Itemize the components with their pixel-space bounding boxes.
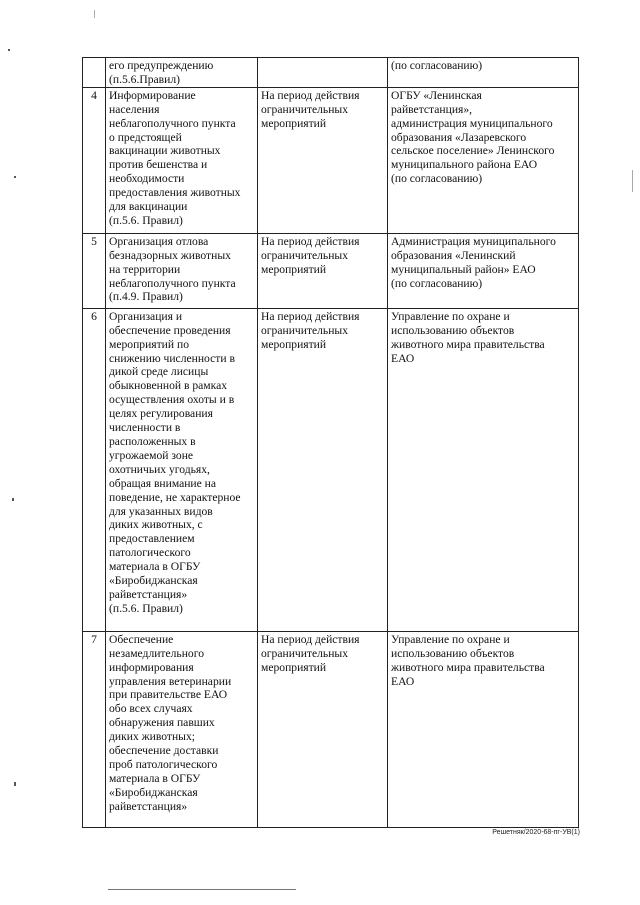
responsible-cell: Администрация муниципального образования «Ленинский муниципальный район» ЕАО (по согласованию) [388, 233, 579, 308]
responsible-cell: (по согласованию) [388, 58, 579, 88]
responsible-cell: Управление по охране и использованию объектов животного мира правительства ЕАО [388, 308, 579, 631]
row-number: 5 [83, 233, 106, 308]
term-cell [258, 58, 388, 88]
responsible-cell: ОГБУ «Ленинская райветстанция», администрация муниципального образования «Лазаревского сельское поселение» Ленинского муниципального района ЕАО (по согласованию) [388, 87, 579, 233]
document-code: Решетняк/2020-68-пг-УВ(1) [492, 829, 580, 836]
scan-mark [14, 782, 16, 786]
scan-mark [8, 49, 10, 51]
row-number: 7 [83, 631, 106, 827]
table-row [83, 87, 579, 233]
row-number: 6 [83, 308, 106, 631]
term-cell: На период действия ограничительных мероприятий [258, 87, 388, 233]
term-cell: На период действия ограничительных мероприятий [258, 631, 388, 827]
table-row [83, 233, 579, 308]
term-cell: На период действия ограничительных мероприятий [258, 308, 388, 631]
term-cell: На период действия ограничительных мероприятий [258, 233, 388, 308]
responsible-cell: Управление по охране и использованию объектов животного мира правительства ЕАО [388, 631, 579, 827]
row-number: 4 [83, 87, 106, 233]
measures-table [82, 57, 579, 828]
scan-mark [12, 498, 14, 501]
row-number [83, 58, 106, 88]
scan-edge-line [108, 889, 296, 890]
event-cell: Организация отлова безнадзорных животных на территории неблагополучного пункта (п.4.9. Правил) [106, 233, 258, 308]
table-row [83, 631, 579, 827]
scan-mark [632, 170, 633, 192]
scan-mark [94, 10, 95, 18]
event-cell: его предупреждению (п.5.6.Правил) [106, 58, 258, 88]
scan-mark [14, 176, 16, 178]
event-cell: Организация и обеспечение проведения мероприятий по снижению численности в дикой среде лисицы обыкновенной в рамках осуществления охоты и в целях регулирования численности в расположенных в угрожаемой зоне охотничьих угодьях, обращая внимание на поведение, не характерное для указанных видов диких животных, с предоставлением патологического материала в ОГБУ «Биробиджанская райветстанция» (п.5.6. Правил) [106, 308, 258, 631]
table-row [83, 308, 579, 631]
event-cell: Информирование населения неблагополучного пункта о предстоящей вакцинации животных против бешенства и необходимости предоставления животных для вакцинации (п.5.6. Правил) [106, 87, 258, 233]
table-row [83, 58, 579, 88]
event-cell: Обеспечение незамедлительного информирования управления ветеринарии при правительстве ЕАО обо всех случаях обнаружения павших диких животных; обеспечение доставки проб патологического материала в ОГБУ «Биробиджанская райветстанция» [106, 631, 258, 827]
